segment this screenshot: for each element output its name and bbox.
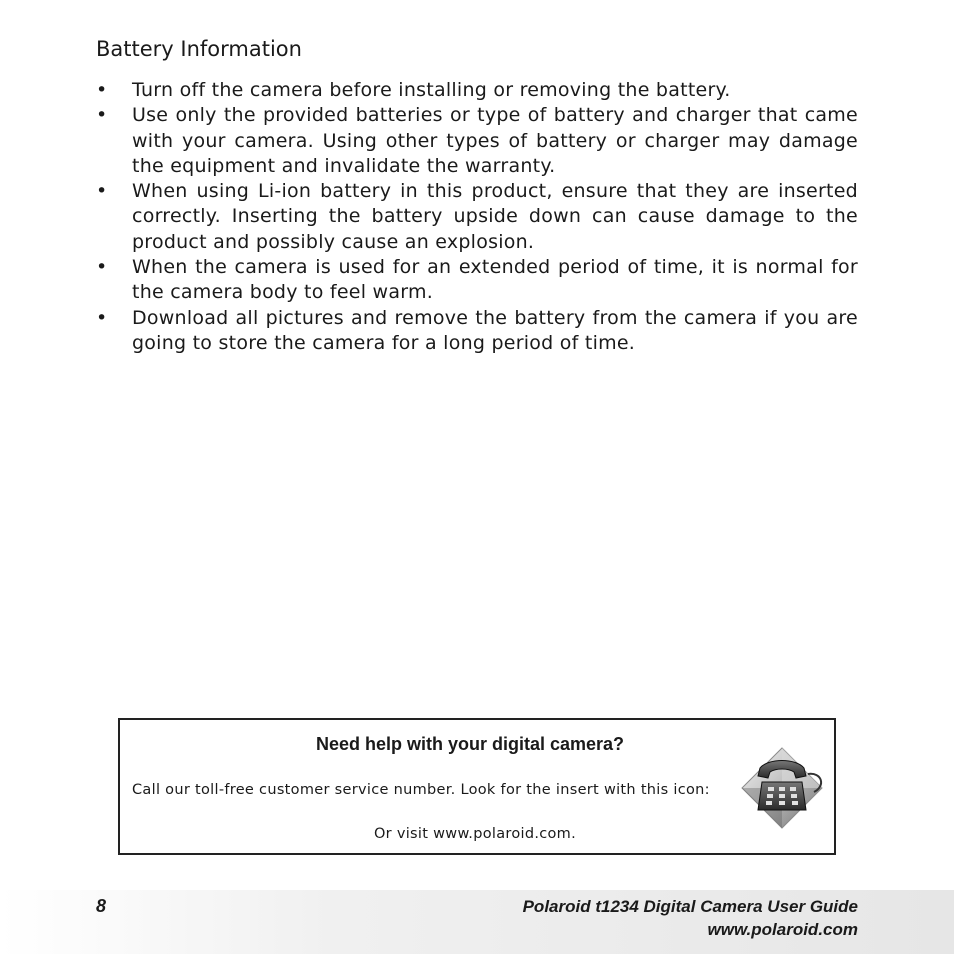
help-box [118, 718, 836, 855]
list-item-text: Turn off the camera before installing or removing the battery. [132, 79, 731, 101]
list-item [96, 306, 858, 357]
footer-guide-title [523, 895, 858, 941]
list-item [96, 255, 858, 306]
page-number: 8 [96, 896, 107, 916]
bullet-icon: • [96, 256, 108, 279]
section-heading: Battery Information [96, 37, 302, 61]
list-item [96, 78, 858, 103]
list-item-text: Download all pictures and remove the battery from the camera if you are going to store the camera for a long period of time. [132, 306, 858, 354]
help-visit-text: Or visit www.polaroid.com. [373, 826, 577, 842]
list-item [96, 103, 858, 179]
help-title: Need help with your digital camera? [315, 734, 625, 754]
bullet-icon: • [96, 104, 108, 127]
bullet-icon: • [96, 180, 108, 203]
help-call-text: Call our toll-free customer service number. Look for the insert with this icon: [132, 782, 710, 798]
list-item-text: Use only the provided batteries or type of battery and charger that came with your camera. Using other types of battery or charger may damage the equipment and invalidate the warranty. [132, 104, 858, 177]
battery-info-list [96, 78, 858, 356]
website-link[interactable]: www.polaroid.com [707, 920, 858, 939]
guide-title-text: Polaroid t1234 Digital Camera User Guide [522, 897, 858, 916]
bullet-icon: • [96, 306, 108, 329]
list-item-text: When the camera is used for an extended period of time, it is normal for the camera body to feel warm. [132, 256, 858, 304]
list-item-text: When using Li-ion battery in this product, ensure that they are inserted correctly. Inserting the battery upside down can cause damage to the product and possibly cause an explosion. [132, 180, 858, 253]
telephone-icon [738, 746, 826, 830]
list-item [96, 179, 858, 255]
bullet-icon: • [96, 79, 108, 101]
